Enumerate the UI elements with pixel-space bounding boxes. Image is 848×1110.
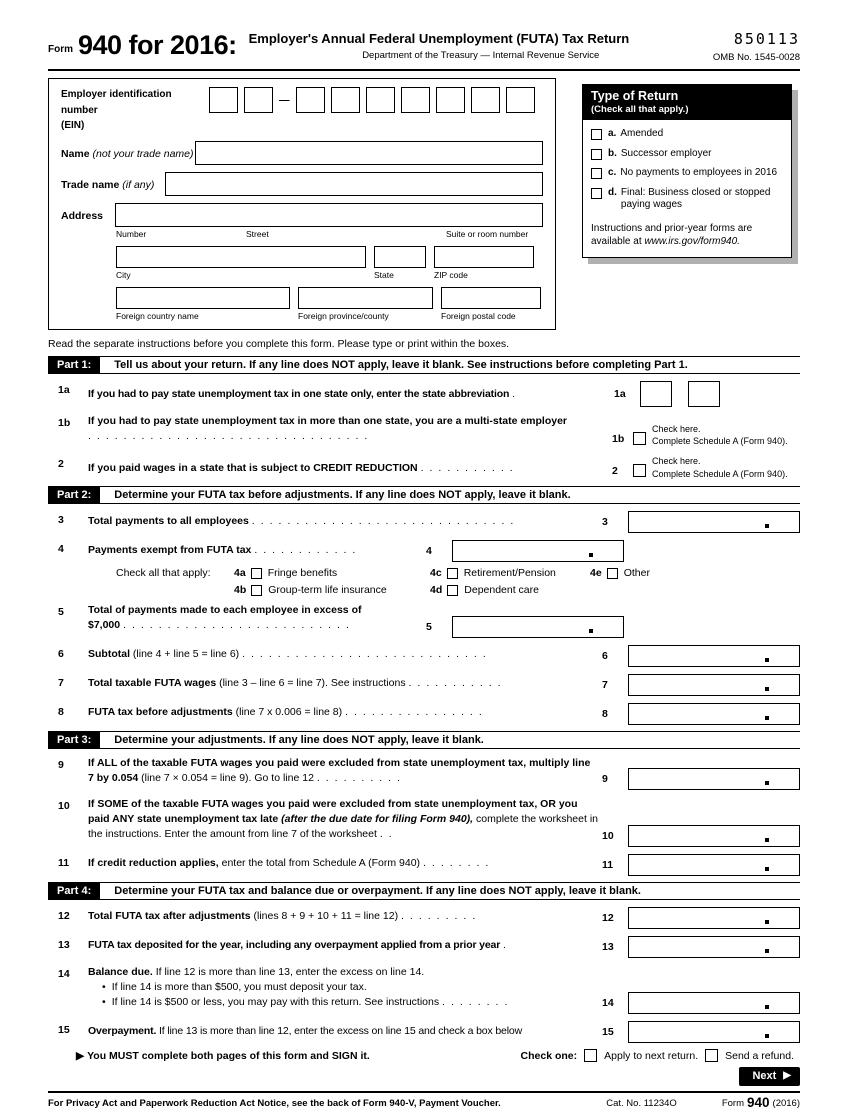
line-14-bullet1-text: If line 14 is more than $500, you must deposit your tax.: [111, 980, 367, 993]
label-4d: Dependent care: [464, 584, 539, 597]
line-12-amount-box[interactable]: [628, 907, 800, 929]
line-14-bullet-2: [102, 995, 598, 1010]
label-4a: Fringe benefits: [267, 567, 338, 580]
line-14-text: [88, 965, 602, 1015]
option-a-key: a.: [608, 128, 617, 139]
line-6-text: [88, 647, 602, 666]
line-1a-number: 1a: [58, 383, 70, 396]
line-14-row: [48, 965, 800, 1015]
line-4-checkbox-row-1: [116, 567, 800, 579]
line-3-row: [48, 511, 800, 533]
line-2-number: 2: [58, 457, 64, 470]
checkbox-4e-group: [590, 567, 650, 579]
line-11-text-bold: If credit reduction applies,: [88, 857, 219, 870]
trade-name-input[interactable]: [165, 172, 543, 196]
line-1b-checkbox[interactable]: [633, 432, 646, 445]
line-5-text-line1: [88, 603, 422, 618]
line-10-ref: 10: [602, 829, 614, 842]
line-14-dots: ........: [442, 996, 514, 1009]
line-14-text-rest: If line 12 is more than line 13, enter the excess on line 14.: [155, 965, 425, 978]
line-2-text-main: If you paid wages in a state that is subject to CREDIT REDUCTION: [88, 461, 418, 474]
part3-bar: [48, 731, 800, 749]
line-7-ref: 7: [602, 678, 608, 691]
line-13-ref: 13: [602, 940, 614, 953]
line-1b-dots: ................................: [88, 429, 374, 442]
ein-row: [61, 87, 543, 134]
line-1b-check-text: [652, 423, 788, 448]
form-number-title: 940 for 2016:: [78, 30, 237, 60]
other-checkbox[interactable]: [607, 568, 618, 579]
line-5-bold1: Total of payments made to each employee in excess of: [88, 604, 362, 617]
line-2-check-text: [652, 455, 788, 480]
type-of-return-section: [582, 84, 792, 330]
line-12-text-rest: (lines 8 + 9 + 10 + 11 = line 12): [253, 910, 399, 923]
option-successor: [591, 148, 783, 161]
line-9-row: [48, 756, 800, 790]
trade-label-text: Trade name: [61, 178, 120, 191]
must-complete-note: [76, 1050, 370, 1062]
checkbox-4d-group: [430, 584, 539, 596]
line-7-text-rest: (line 3 – line 6 = line 7). See instructions: [219, 677, 406, 690]
line-13-row: [48, 936, 800, 958]
line-15-row: [48, 1021, 800, 1043]
line-11-ref: 11: [602, 858, 614, 871]
employer-info-box: [48, 78, 556, 330]
ein-digit-box-7[interactable]: [436, 87, 465, 113]
address-input[interactable]: [115, 203, 543, 227]
part4-title: Determine your FUTA tax and balance due or overpayment. If any line does NOT apply, leave it blank.: [114, 884, 641, 897]
privacy-act-notice: For Privacy Act and Paperwork Reduction Act Notice, see the back of Form 940-V, Payment Voucher.: [48, 1098, 501, 1110]
ein-digit-box-3[interactable]: [296, 87, 325, 113]
must-complete-text: You MUST complete both pages of this form and SIGN it.: [87, 1049, 370, 1062]
line-3-number: 3: [58, 514, 64, 527]
line-11-dots: ........: [422, 857, 495, 870]
ein-label-line1: Employer identification number: [61, 89, 172, 116]
type-of-return-note: [583, 219, 791, 257]
type-of-return-title: Type of Return: [591, 89, 679, 103]
line-12-dots: .........: [401, 910, 482, 923]
line-14-number: 14: [58, 967, 70, 980]
name-label: [61, 147, 194, 165]
line-9-text-bold: If ALL of the taxable FUTA wages you paid were excluded from state unemployment tax, multiply line 7 by 0.054: [88, 756, 591, 784]
address-sublabels: [116, 229, 543, 239]
line-3-ref: 3: [602, 516, 608, 529]
line-7-number: 7: [58, 676, 64, 689]
bullet-icon: •: [102, 996, 106, 1009]
line-14-bullet2-text: If line 14 is $500 or less, you may pay with this return. See instructions: [111, 996, 440, 1009]
line-5-row: [48, 603, 800, 637]
next-button[interactable]: [739, 1067, 800, 1086]
line-13-number: 13: [58, 938, 70, 951]
line-15-text: [88, 1024, 602, 1043]
state-input[interactable]: [374, 246, 426, 268]
option-final: [591, 187, 783, 212]
line-1a-state-box-2[interactable]: [688, 381, 720, 407]
line-1a-text-main: If you had to pay state unemployment tax in one state only, enter the state abbreviation: [88, 388, 510, 401]
line-7-row: [48, 674, 800, 696]
decimal-point: [765, 524, 769, 528]
form-meta-block: [713, 32, 800, 63]
line-3-dots: ..............................: [251, 514, 520, 527]
line-11-text-rest: enter the total from Schedule A (Form 940): [221, 857, 421, 870]
line-5-bold2: $7,000: [88, 619, 121, 632]
line-5-number: 5: [58, 606, 64, 619]
line-2-row: [48, 455, 800, 480]
line-10-number: 10: [58, 800, 70, 812]
line-5-amount-box[interactable]: [452, 616, 624, 638]
line-7-text-bold: Total taxable FUTA wages: [88, 677, 217, 690]
name-row: [61, 141, 543, 165]
city-state-zip-row: [116, 246, 543, 268]
line-5-text: [88, 603, 426, 637]
decimal-point: [765, 949, 769, 953]
ein-input-group: [209, 87, 535, 113]
option-c-label: No payments to employees in 2016: [620, 167, 778, 178]
option-amended: [591, 128, 783, 141]
line-1b-ref: 1b: [612, 432, 625, 445]
ein-digit-box-4[interactable]: [331, 87, 360, 113]
option-b-key: b.: [608, 147, 617, 159]
city-input[interactable]: [116, 246, 366, 268]
state-label: State: [374, 269, 394, 280]
decimal-point: [765, 838, 769, 842]
zip-label: ZIP code: [434, 269, 468, 280]
ein-digit-box-6[interactable]: [401, 87, 430, 113]
type-of-return-subtitle: (Check all that apply.): [591, 104, 689, 115]
decimal-point: [765, 1005, 769, 1009]
line-7-text: [88, 676, 602, 695]
check-here-label: Check here.: [652, 423, 701, 434]
trade-name-label: [61, 179, 157, 196]
foreign-country-label: Foreign country name: [116, 310, 199, 321]
page-title: Employer's Annual Federal Unemployment (FUTA) Tax Return: [248, 31, 630, 46]
street-label: Street: [246, 228, 269, 239]
line-5-text-line2: [88, 618, 422, 633]
line-12-text: [88, 909, 602, 928]
line-2-text: [88, 461, 612, 480]
line-3-text: [88, 514, 602, 533]
line-9-dots: ..........: [316, 771, 407, 784]
option-no-payments: [591, 167, 783, 180]
line-7-amount-box[interactable]: [628, 674, 800, 696]
line-6-dots: ............................: [242, 648, 492, 661]
fringe-benefits-checkbox[interactable]: [251, 568, 262, 579]
check-one-label: Check one:: [520, 1049, 578, 1062]
part4-bar: [48, 882, 800, 900]
check-all-label: Check all that apply:: [116, 567, 211, 580]
note-text: Instructions and prior-year forms are available at: [591, 222, 753, 247]
key-4a: 4a: [234, 567, 246, 580]
line-13-dots: .: [502, 939, 512, 952]
next-arrow-icon: ▶: [783, 1070, 791, 1082]
line-5-dots: ..........................: [123, 619, 355, 632]
form-word: Form: [48, 44, 73, 55]
line-11-amount-box[interactable]: [628, 854, 800, 876]
option-c-key: c.: [608, 167, 617, 178]
type-of-return-box: [582, 84, 792, 258]
key-4e: 4e: [590, 567, 602, 580]
line-12-number: 12: [58, 909, 70, 922]
city-state-zip-labels: [116, 270, 543, 280]
line-11-row: [48, 854, 800, 876]
decimal-point: [589, 629, 593, 633]
key-4b: 4b: [234, 584, 247, 597]
line-6-ref: 6: [602, 649, 608, 662]
line-6-amount-box[interactable]: [628, 645, 800, 667]
line-11-text: [88, 856, 602, 875]
label-4b: Group-term life insurance: [268, 584, 387, 597]
line-8-text: [88, 705, 602, 724]
line-14-amount-box[interactable]: [628, 992, 800, 1014]
send-refund-checkbox[interactable]: [705, 1049, 718, 1062]
line-9-number: 9: [58, 758, 64, 771]
line-13-amount-box[interactable]: [628, 936, 800, 958]
line-1b-text: [88, 414, 612, 448]
department-line: Department of the Treasury — Internal Revenue Service: [362, 49, 600, 61]
foreign-country-input[interactable]: [116, 287, 290, 309]
line-10-amount-box[interactable]: [628, 825, 800, 847]
line-9-text: [88, 756, 602, 790]
omb-number: OMB No. 1545-0028: [712, 52, 800, 63]
line-14-text-line1: [88, 965, 598, 980]
line-4-row: [48, 540, 800, 562]
name-input[interactable]: [195, 141, 543, 165]
line-1b-text-main: If you had to pay state unemployment tax in more than one state, you are a multi-state employer: [88, 414, 568, 427]
line-2-check-cluster: [612, 455, 800, 480]
line-15-amount-box[interactable]: [628, 1021, 800, 1043]
pointer-arrow-icon: ▶: [76, 1049, 85, 1062]
top-section: [48, 78, 800, 330]
line-6-number: 6: [58, 647, 64, 660]
number-label: Number: [116, 228, 147, 239]
form-title-block: [237, 32, 713, 61]
line-8-text-rest: (line 7 x 0.006 = line 8): [235, 706, 343, 719]
foreign-labels: [116, 311, 543, 321]
decimal-point: [765, 716, 769, 720]
foreign-province-input[interactable]: [298, 287, 433, 309]
line-10-row: [48, 797, 800, 847]
ein-digit-box-2[interactable]: [244, 87, 273, 113]
line-4-checkbox-row-2: [116, 584, 800, 596]
option-d-key: d.: [608, 186, 617, 198]
line-15-text-bold: Overpayment.: [88, 1025, 157, 1038]
line-10-text: [88, 797, 602, 847]
checkbox-4c-group: [430, 567, 590, 579]
line-9-amount-box[interactable]: [628, 768, 800, 790]
line-1a-dots: .: [512, 388, 521, 401]
part3-label: Part 3:: [48, 732, 100, 748]
part1-bar: [48, 356, 800, 374]
key-4c: 4c: [430, 567, 442, 580]
footer-form-number: 940: [747, 1095, 770, 1110]
type-of-return-options: [583, 120, 791, 212]
ein-digit-box-9[interactable]: [506, 87, 535, 113]
form-header: [48, 32, 800, 71]
line-10-text-rest: complete the worksheet in the instructions. Enter the amount from line 7 of the worksheet: [88, 813, 598, 841]
bottom-note-row: [48, 1049, 800, 1062]
line-8-ref: 8: [602, 707, 608, 720]
footer-form-word: Form: [721, 1098, 744, 1110]
send-refund-label: Send a refund.: [725, 1049, 794, 1062]
line-4-amount-box[interactable]: [452, 540, 624, 562]
line-4-dots: ............: [254, 543, 362, 556]
zip-input[interactable]: [434, 246, 534, 268]
line-8-amount-box[interactable]: [628, 703, 800, 725]
foreign-postal-input[interactable]: [441, 287, 541, 309]
decimal-point: [765, 867, 769, 871]
line-1b-row: [48, 414, 800, 448]
ein-digit-box-5[interactable]: [366, 87, 395, 113]
line-3-amount-box[interactable]: [628, 511, 800, 533]
line-12-row: [48, 907, 800, 929]
part4-label: Part 4:: [48, 883, 100, 899]
ein-digit-box-8[interactable]: [471, 87, 500, 113]
decimal-point: [765, 687, 769, 691]
address-label: [61, 210, 107, 227]
line-9-text-rest: (line 7 × 0.054 = line 9). Go to line 12: [141, 771, 314, 784]
line-10-text-mid: (after the due date for filing Form 940),: [281, 813, 474, 826]
line-1b-check-cluster: [612, 423, 800, 448]
line-13-text: [88, 938, 602, 957]
complete-schedule-label: Complete Schedule A (Form 940).: [652, 468, 788, 479]
line-12-ref: 12: [602, 911, 614, 924]
catalog-number: Cat. No. 11234O: [606, 1098, 677, 1110]
line-2-dots: ...........: [420, 461, 519, 474]
bullet-icon: •: [102, 980, 106, 993]
trade-name-row: [61, 172, 543, 196]
dependent-care-checkbox[interactable]: [447, 585, 458, 596]
ein-digit-box-1[interactable]: [209, 87, 238, 113]
key-4d: 4d: [430, 584, 443, 597]
line-4-text-bold: Payments exempt from FUTA tax: [88, 543, 252, 556]
name-label-text: Name: [61, 147, 90, 160]
line-15-text-rest: If line 13 is more than line 12, enter the excess on line 15 and check a box below: [159, 1025, 523, 1038]
foreign-row: [116, 287, 543, 309]
label-4e: Other: [623, 567, 650, 580]
footer-form-id: [722, 1097, 800, 1109]
part1-title: Tell us about your return. If any line does NOT apply, leave it blank. See instructions before completing Part 1.: [114, 358, 688, 371]
irs-url: www.irs.gov/form940.: [644, 235, 740, 247]
ein-label: [61, 87, 209, 134]
ein-dash: —: [279, 94, 290, 106]
line-14-ref: 14: [602, 997, 614, 1010]
decimal-point: [765, 920, 769, 924]
apply-to-next-return-label: Apply to next return.: [604, 1049, 699, 1062]
line-1b-number: 1b: [58, 416, 71, 429]
city-label: City: [116, 269, 131, 280]
address-label-text: Address: [61, 209, 104, 222]
form-page-code: 850113: [733, 30, 800, 48]
amended-checkbox[interactable]: [591, 129, 602, 140]
no-payments-checkbox[interactable]: [591, 168, 602, 179]
line-9-ref: 9: [602, 773, 608, 785]
line-1a-text: [88, 387, 614, 406]
part2-title: Determine your FUTA tax before adjustments. If any line does NOT apply, leave it blank.: [114, 489, 571, 502]
line-2-checkbox[interactable]: [633, 464, 646, 477]
line-6-text-bold: Subtotal: [88, 648, 130, 661]
part3-title: Determine your adjustments. If any line does NOT apply, leave it blank.: [114, 733, 484, 746]
line-6-row: [48, 645, 800, 667]
line-14-text-bold: Balance due.: [88, 965, 153, 978]
part2-bar: [48, 486, 800, 504]
trade-label-note: (if any): [122, 178, 155, 191]
line-6-text-rest: (line 4 + line 5 = line 6): [132, 648, 240, 661]
line-5-ref: 5: [426, 620, 432, 633]
checkbox-4b-group: [234, 584, 430, 596]
line-2-ref: 2: [612, 465, 618, 478]
line-10-text-bold: If SOME of the taxable FUTA wages you paid were excluded from state unemployment tax, OR you paid ANY state unemployment tax late: [88, 798, 578, 826]
option-b-label: Successor employer: [620, 147, 712, 159]
line-1a-ref: 1a: [614, 387, 626, 400]
name-label-note: (not your trade name): [92, 147, 194, 160]
foreign-province-label: Foreign province/county: [298, 310, 389, 321]
line-12-text-bold: Total FUTA tax after adjustments: [88, 910, 251, 923]
address-row: [61, 203, 543, 227]
label-4c: Retirement/Pension: [463, 567, 556, 580]
line-4-ref: 4: [426, 545, 432, 558]
check-here-label: Check here.: [652, 455, 701, 466]
line-14-bullet-1: [102, 980, 598, 995]
complete-schedule-label: Complete Schedule A (Form 940).: [652, 436, 788, 447]
decimal-point: [765, 658, 769, 662]
line-4-number: 4: [58, 543, 64, 556]
retirement-pension-checkbox[interactable]: [447, 568, 458, 579]
final-business-closed-checkbox[interactable]: [591, 188, 602, 199]
line-8-number: 8: [58, 705, 64, 718]
ein-label-line2: (EIN): [61, 120, 85, 131]
footer-year: (2016): [772, 1098, 800, 1110]
part2-label: Part 2:: [48, 487, 100, 503]
part1-label: Part 1:: [48, 357, 100, 373]
line-11-number: 11: [58, 856, 70, 869]
option-d-label: Final: Business closed or stopped paying wages: [620, 186, 771, 210]
check-one-group: [521, 1049, 800, 1062]
line-8-row: [48, 703, 800, 725]
line-15-number: 15: [58, 1024, 70, 1037]
line-3-text-bold: Total payments to all employees: [88, 514, 249, 527]
line-10-dots: ..: [379, 828, 398, 841]
foreign-postal-label: Foreign postal code: [441, 310, 516, 321]
decimal-point: [765, 1034, 769, 1038]
decimal-point: [589, 553, 593, 557]
form-id-block: [48, 32, 237, 59]
successor-employer-checkbox[interactable]: [591, 149, 602, 160]
line-1a-state-box-1[interactable]: [640, 381, 672, 407]
line-7-dots: ...........: [408, 677, 507, 690]
next-button-label: Next: [752, 1070, 777, 1083]
line-1a-row: [48, 381, 800, 407]
type-of-return-header: [583, 85, 791, 120]
line-8-dots: ................: [345, 706, 488, 719]
read-instructions-line: Read the separate instructions before you complete this form. Please type or print within the boxes.: [48, 337, 510, 350]
group-term-life-checkbox[interactable]: [251, 585, 262, 596]
suite-label: Suite or room number: [446, 228, 529, 239]
checkbox-4a-group: [234, 567, 430, 579]
line-8-text-bold: FUTA tax before adjustments: [88, 706, 233, 719]
decimal-point: [765, 781, 769, 785]
line-15-ref: 15: [602, 1026, 614, 1039]
line-13-text-bold: FUTA tax deposited for the year, including any overpayment applied from a prior year: [88, 939, 501, 952]
page-footer: [48, 1091, 800, 1109]
next-row: [48, 1067, 800, 1086]
option-a-label: Amended: [620, 128, 664, 139]
apply-to-next-return-checkbox[interactable]: [584, 1049, 597, 1062]
line-4-text: [88, 543, 426, 562]
